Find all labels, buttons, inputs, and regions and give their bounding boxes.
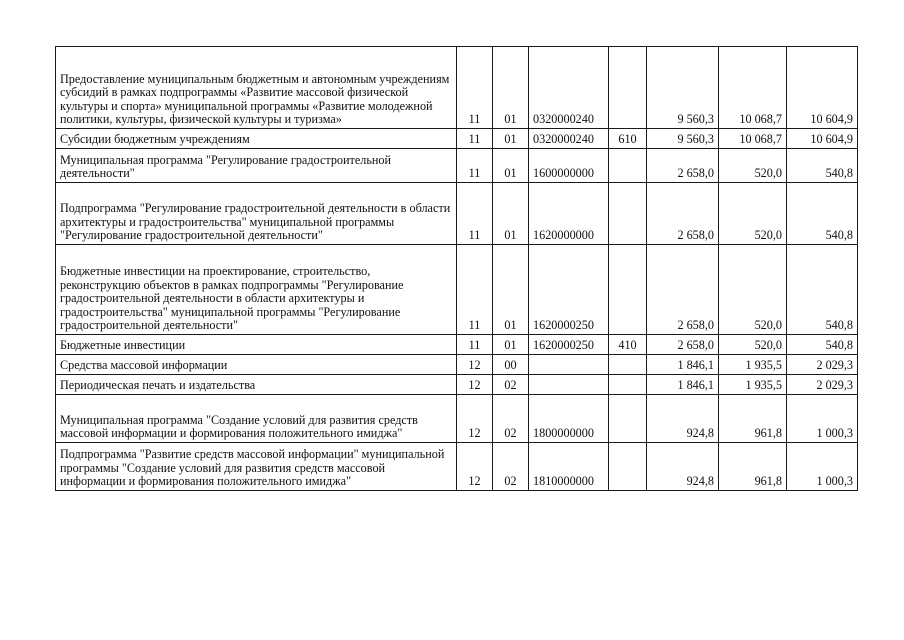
amount-year-2: 520,0: [719, 149, 787, 183]
target-article-code: 0320000240: [529, 47, 609, 129]
amount-year-1: 2 658,0: [647, 335, 719, 355]
amount-year-2: 961,8: [719, 443, 787, 491]
amount-year-3: 540,8: [787, 335, 858, 355]
subsection-code: 01: [493, 245, 529, 335]
expense-type-code: 610: [609, 129, 647, 149]
section-code: 11: [457, 183, 493, 245]
amount-year-3: 540,8: [787, 183, 858, 245]
table-row: [56, 47, 858, 129]
amount-year-3: 1 000,3: [787, 443, 858, 491]
subsection-code: 02: [493, 395, 529, 443]
table-row: [56, 183, 858, 245]
budget-table: [55, 46, 858, 491]
expense-type-code: [609, 443, 647, 491]
row-name: Подпрограмма "Развитие средств массовой информации" муниципальной программы "Создание условий для развития средств массовой информации и формирования положительного имиджа": [56, 443, 457, 491]
target-article-code: 1600000000: [529, 149, 609, 183]
amount-year-3: 10 604,9: [787, 47, 858, 129]
expense-type-code: 410: [609, 335, 647, 355]
table-row: [56, 443, 858, 491]
target-article-code: 1800000000: [529, 395, 609, 443]
table-body: [56, 47, 858, 491]
row-name: Средства массовой информации: [56, 355, 457, 375]
subsection-code: 01: [493, 335, 529, 355]
section-code: 11: [457, 47, 493, 129]
table-row: [56, 355, 858, 375]
table-row: [56, 129, 858, 149]
target-article-code: [529, 375, 609, 395]
row-name: Предоставление муниципальным бюджетным и автономным учреждениям субсидий в рамках подпрограммы «Развитие массовой физической культуры и спорта» муниципальной программы «Развитие молодежной политики, культуры, физической культуры и туризма»: [56, 47, 457, 129]
amount-year-2: 520,0: [719, 183, 787, 245]
amount-year-3: 1 000,3: [787, 395, 858, 443]
target-article-code: [529, 355, 609, 375]
amount-year-3: 540,8: [787, 149, 858, 183]
amount-year-1: 2 658,0: [647, 183, 719, 245]
amount-year-1: 9 560,3: [647, 47, 719, 129]
amount-year-1: 9 560,3: [647, 129, 719, 149]
target-article-code: 1620000000: [529, 183, 609, 245]
subsection-code: 02: [493, 375, 529, 395]
expense-type-code: [609, 149, 647, 183]
section-code: 12: [457, 375, 493, 395]
target-article-code: 1620000250: [529, 245, 609, 335]
row-name: Подпрограмма "Регулирование градостроительной деятельности в области архитектуры и градостроительства" муниципальной программы "Регулирование градостроительной деятельности": [56, 183, 457, 245]
table-row: [56, 149, 858, 183]
amount-year-2: 1 935,5: [719, 355, 787, 375]
row-name: Субсидии бюджетным учреждениям: [56, 129, 457, 149]
expense-type-code: [609, 245, 647, 335]
amount-year-2: 520,0: [719, 335, 787, 355]
section-code: 12: [457, 355, 493, 375]
expense-type-code: [609, 355, 647, 375]
amount-year-3: 2 029,3: [787, 355, 858, 375]
amount-year-3: 10 604,9: [787, 129, 858, 149]
amount-year-1: 2 658,0: [647, 245, 719, 335]
row-name: Периодическая печать и издательства: [56, 375, 457, 395]
row-name: Бюджетные инвестиции на проектирование, строительство, реконструкцию объектов в рамках подпрограммы "Регулирование градостроительной деятельности в области архитектуры и градостроительства" муниципальной программы "Регулирование градостроительной деятельности": [56, 245, 457, 335]
row-name: Бюджетные инвестиции: [56, 335, 457, 355]
section-code: 12: [457, 395, 493, 443]
section-code: 11: [457, 149, 493, 183]
subsection-code: 01: [493, 149, 529, 183]
subsection-code: 01: [493, 129, 529, 149]
expense-type-code: [609, 47, 647, 129]
subsection-code: 00: [493, 355, 529, 375]
row-name: Муниципальная программа "Создание условий для развития средств массовой информации и формирования положительного имиджа": [56, 395, 457, 443]
expense-type-code: [609, 395, 647, 443]
section-code: 11: [457, 335, 493, 355]
amount-year-2: 1 935,5: [719, 375, 787, 395]
section-code: 11: [457, 129, 493, 149]
amount-year-1: 924,8: [647, 443, 719, 491]
amount-year-1: 1 846,1: [647, 375, 719, 395]
subsection-code: 01: [493, 47, 529, 129]
expense-type-code: [609, 375, 647, 395]
target-article-code: 1810000000: [529, 443, 609, 491]
amount-year-1: 924,8: [647, 395, 719, 443]
amount-year-2: 10 068,7: [719, 129, 787, 149]
row-name: Муниципальная программа "Регулирование градостроительной деятельности": [56, 149, 457, 183]
expense-type-code: [609, 183, 647, 245]
amount-year-3: 540,8: [787, 245, 858, 335]
table-row: [56, 375, 858, 395]
table-row: [56, 395, 858, 443]
target-article-code: 1620000250: [529, 335, 609, 355]
amount-year-2: 10 068,7: [719, 47, 787, 129]
subsection-code: 02: [493, 443, 529, 491]
amount-year-1: 2 658,0: [647, 149, 719, 183]
amount-year-1: 1 846,1: [647, 355, 719, 375]
target-article-code: 0320000240: [529, 129, 609, 149]
amount-year-2: 520,0: [719, 245, 787, 335]
amount-year-2: 961,8: [719, 395, 787, 443]
table-row: [56, 335, 858, 355]
table-row: [56, 245, 858, 335]
section-code: 12: [457, 443, 493, 491]
section-code: 11: [457, 245, 493, 335]
subsection-code: 01: [493, 183, 529, 245]
amount-year-3: 2 029,3: [787, 375, 858, 395]
